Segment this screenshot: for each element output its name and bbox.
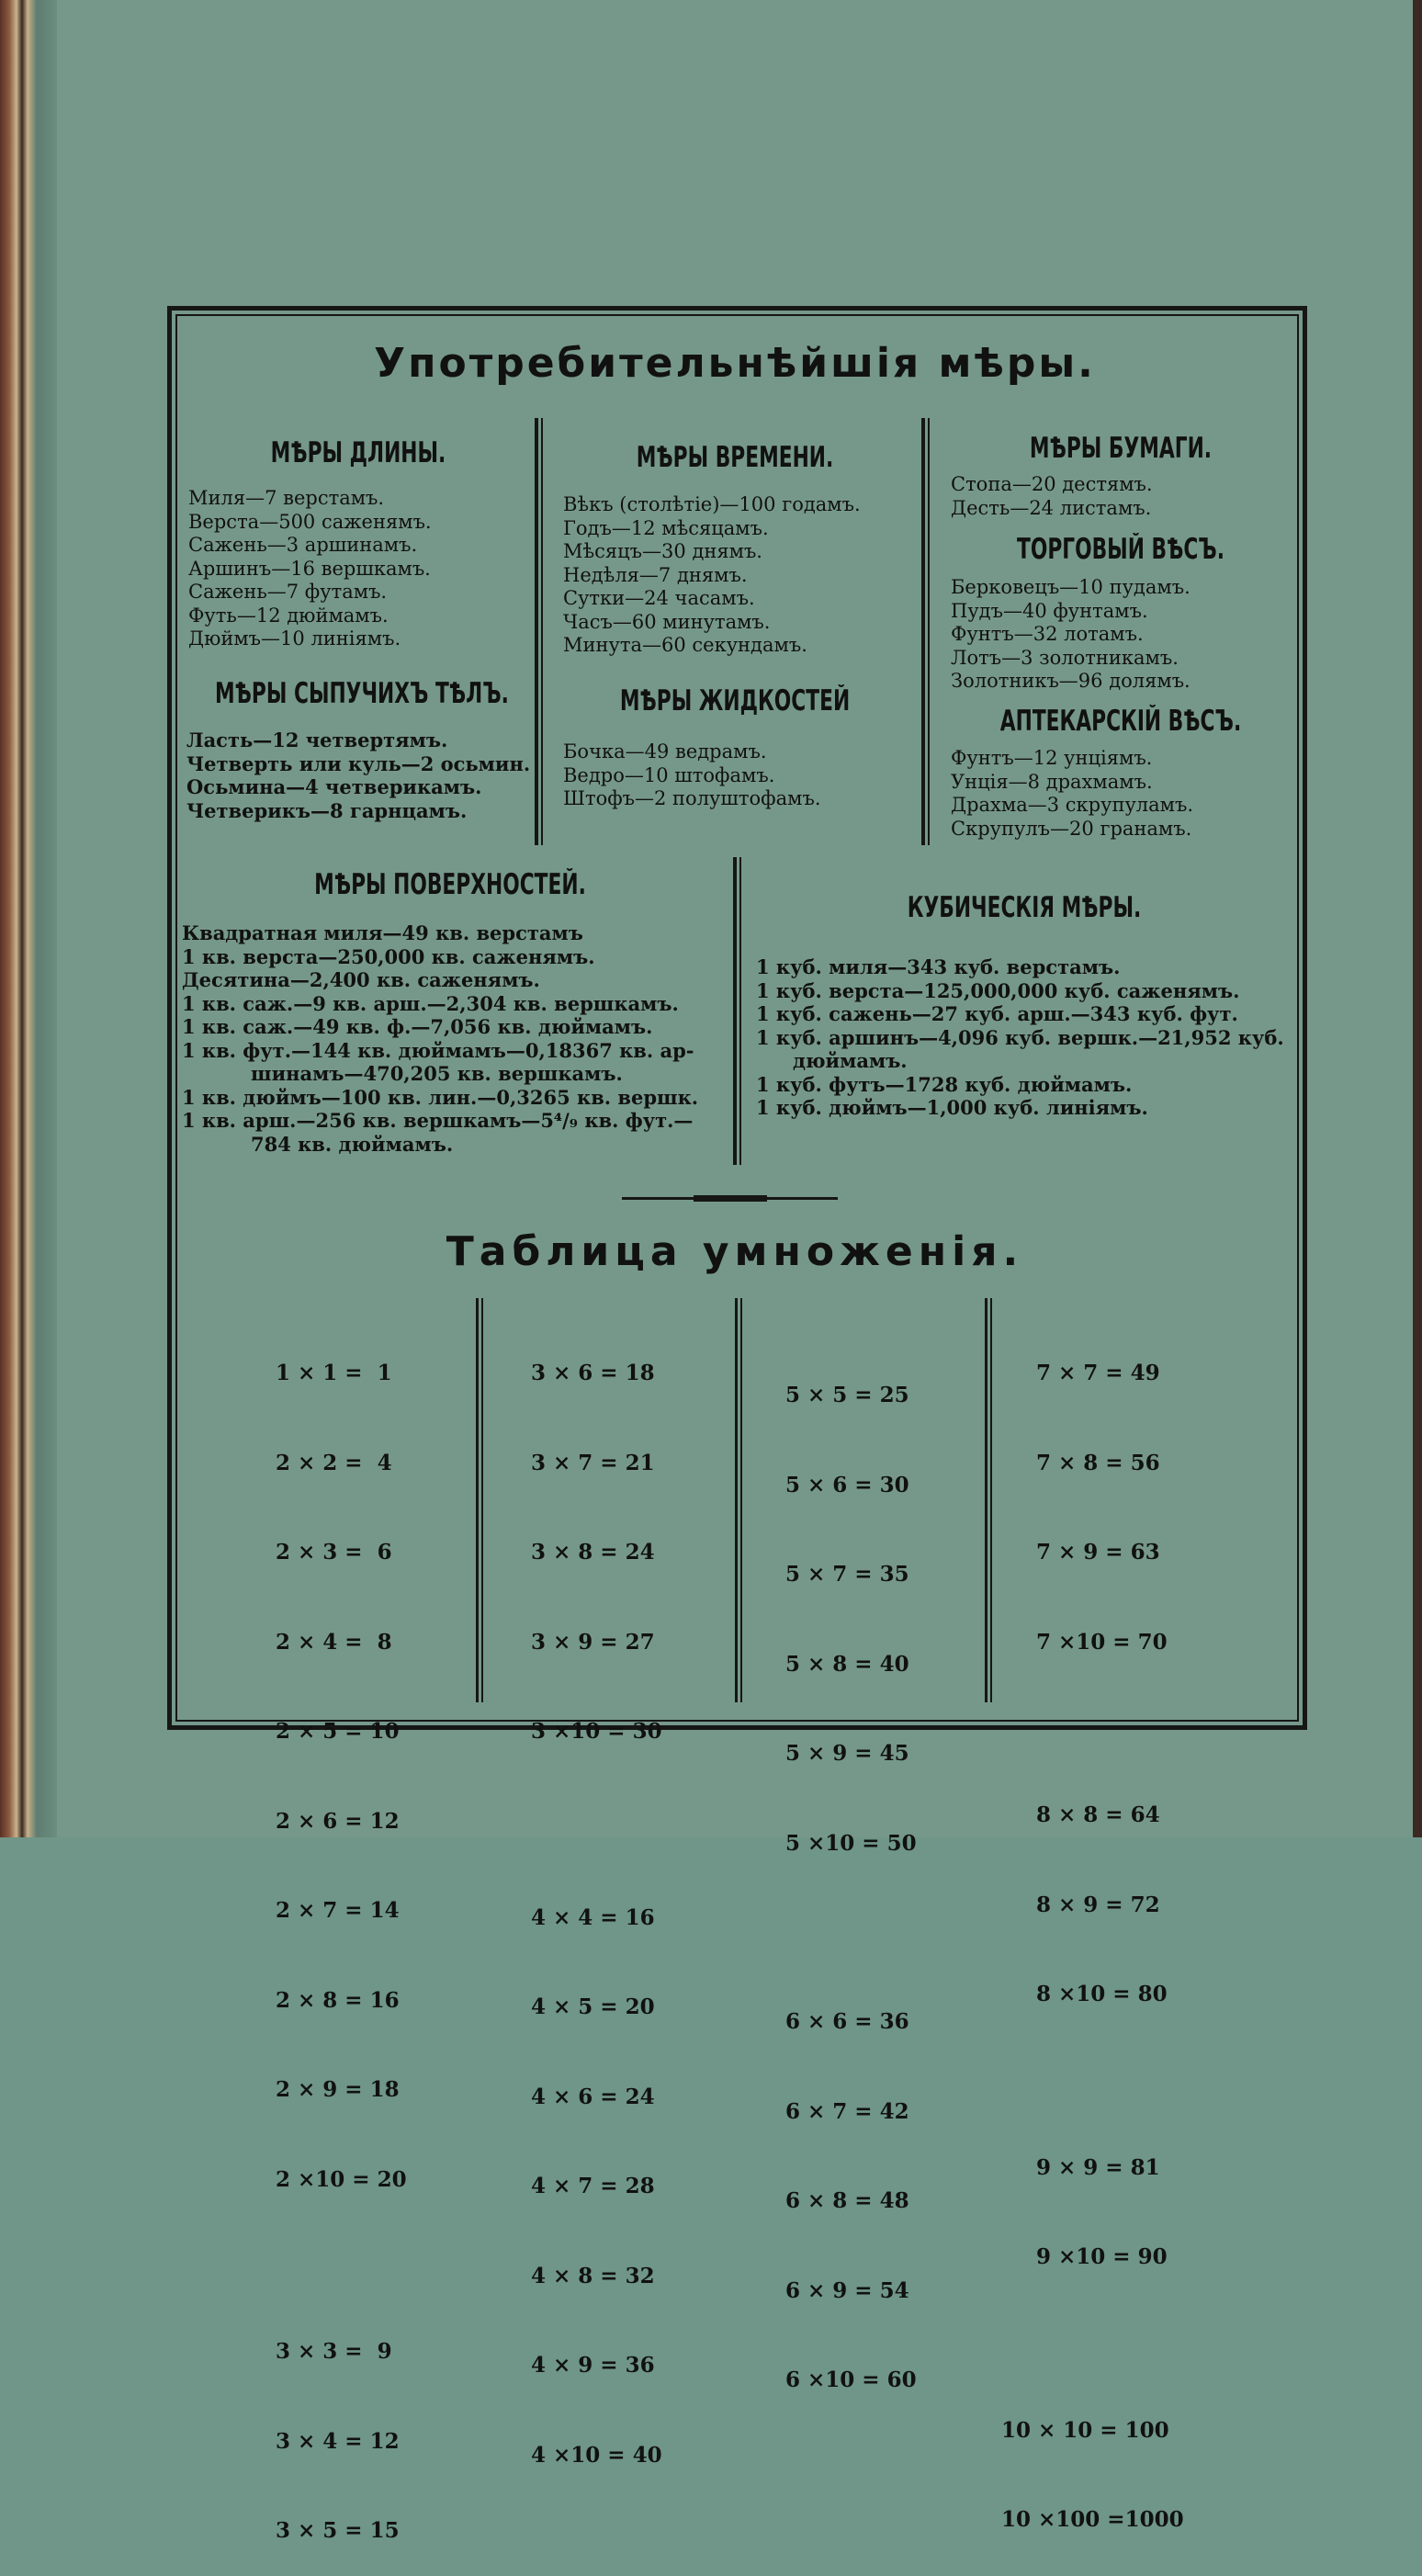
list-item: Штофъ—2 полуштофамъ. bbox=[563, 787, 821, 809]
mult-row: 6 × 6 = 36 bbox=[785, 2009, 909, 2034]
list-item: Сажень—7 футамъ. bbox=[188, 581, 388, 603]
mult-column-2 bbox=[531, 1299, 662, 2501]
mult-row: 4 ×10 = 40 bbox=[531, 2442, 662, 2468]
liquid-title: МѢРЫ ЖИДКОСТЕЙ bbox=[619, 684, 851, 717]
time-list bbox=[563, 493, 861, 658]
list-item: Миля—7 верстамъ. bbox=[188, 487, 385, 509]
mult-row: 3 × 8 = 24 bbox=[531, 1540, 655, 1565]
list-item: 1 куб. сажень—27 куб. арш.—343 куб. фут. bbox=[756, 1002, 1238, 1025]
list-item: Сутки—24 часамъ. bbox=[563, 587, 755, 609]
list-item: Унція—8 драхмамъ. bbox=[951, 770, 1153, 793]
column-divider bbox=[476, 1298, 479, 1702]
list-item: Стопа—20 дестямъ. bbox=[951, 473, 1153, 495]
surface-list bbox=[182, 921, 698, 1156]
list-item: Годъ—12 мѣсяцамъ. bbox=[563, 516, 769, 539]
column-divider bbox=[541, 418, 543, 845]
paper-list bbox=[951, 473, 1153, 520]
mult-row: 5 × 7 = 35 bbox=[785, 1562, 909, 1587]
column-divider bbox=[739, 857, 741, 1165]
liquid-list bbox=[563, 740, 821, 811]
mult-row: 1 × 1 = 1 bbox=[276, 1361, 392, 1385]
column-divider bbox=[990, 1298, 992, 1702]
mult-row: 2 × 5 = 10 bbox=[276, 1719, 400, 1744]
list-item: 1 кв. арш.—256 кв. вершкамъ—5⁴/₉ кв. фут.— bbox=[182, 1109, 694, 1132]
mult-row: 9 ×10 = 90 bbox=[1036, 2244, 1168, 2269]
column-divider bbox=[928, 418, 930, 845]
list-item: Мѣсяцъ—30 днямъ. bbox=[563, 540, 762, 562]
column-divider bbox=[733, 857, 737, 1165]
column-divider bbox=[481, 1298, 483, 1702]
mult-row: 6 × 9 = 54 bbox=[785, 2277, 909, 2303]
mult-row: 5 × 6 = 30 bbox=[785, 1472, 909, 1497]
mult-row: 3 × 3 = 9 bbox=[276, 2339, 392, 2364]
list-item: Минута—60 секундамъ. bbox=[563, 634, 807, 656]
mult-row: 2 × 3 = 6 bbox=[276, 1540, 392, 1565]
list-item: Золотникъ—96 долямъ. bbox=[951, 670, 1191, 692]
mult-row: 7 × 8 = 56 bbox=[1036, 1450, 1160, 1475]
apothecary-list bbox=[951, 747, 1193, 841]
list-item: Фунтъ—12 унціямъ. bbox=[951, 747, 1153, 769]
list-item: 1 кв. фут.—144 кв. дюймамъ—0,18367 кв. ар- bbox=[182, 1038, 694, 1062]
column-divider bbox=[535, 418, 538, 845]
paper-title: МѢРЫ БУМАГИ. bbox=[1029, 432, 1213, 465]
length-list bbox=[188, 487, 432, 651]
cubic-title: КУБИЧЕСКІЯ МѢРЫ. bbox=[907, 891, 1142, 924]
list-item: Верста—500 саженямъ. bbox=[188, 510, 432, 533]
mult-row: 3 × 7 = 21 bbox=[531, 1450, 655, 1475]
list-item: Часъ—60 минутамъ. bbox=[563, 610, 771, 633]
mult-row: 2 × 6 = 12 bbox=[276, 1808, 400, 1834]
column-divider bbox=[735, 1298, 738, 1702]
list-item: 1 куб. миля—343 куб. верстамъ. bbox=[756, 955, 1121, 978]
list-item: Берковецъ—10 пудамъ. bbox=[951, 576, 1191, 598]
list-item: Аршинъ—16 вершкамъ. bbox=[188, 557, 431, 580]
column-divider bbox=[740, 1298, 742, 1702]
mult-row: 2 ×10 = 20 bbox=[276, 2166, 407, 2192]
mult-row: 10 ×100 =1000 bbox=[1001, 2507, 1184, 2532]
dry-title: МѢРЫ СЫПУЧИХЪ ТѢЛЪ. bbox=[215, 677, 509, 710]
list-item: Вѣкъ (столѣтіе)—100 годамъ. bbox=[563, 493, 861, 515]
mult-row: 3 × 5 = 15 bbox=[276, 2518, 400, 2543]
list-item: Десть—24 листамъ. bbox=[951, 496, 1152, 519]
time-title: МѢРЫ ВРЕМЕНИ. bbox=[636, 441, 834, 474]
mult-row: 6 × 8 = 48 bbox=[785, 2188, 909, 2213]
list-item: Дюймъ—10 линіямъ. bbox=[188, 627, 401, 650]
mult-gap bbox=[1036, 2070, 1184, 2094]
mult-gap bbox=[276, 2254, 407, 2277]
mult-row: 4 × 7 = 28 bbox=[531, 2174, 655, 2198]
cubic-list bbox=[756, 955, 1284, 1120]
list-item: Лотъ—3 золотникамъ. bbox=[951, 646, 1179, 669]
list-item: Квадратная миля—49 кв. верстамъ bbox=[182, 921, 583, 944]
mult-row: 5 ×10 = 50 bbox=[785, 1830, 917, 1856]
mult-gap bbox=[1036, 2333, 1184, 2356]
list-item: 1 куб. дюймъ—1,000 куб. линіямъ. bbox=[756, 1096, 1148, 1119]
mult-row: 2 × 2 = 4 bbox=[276, 1450, 392, 1475]
mult-column-4 bbox=[1001, 1299, 1184, 2565]
mult-row: 6 × 7 = 42 bbox=[785, 2098, 909, 2124]
surface-title: МѢРЫ ПОВЕРХНОСТЕЙ. bbox=[314, 868, 586, 901]
list-item: Четверть или куль—2 осьмин. bbox=[186, 751, 531, 775]
list-item: шинамъ—470,205 кв. вершкамъ. bbox=[251, 1062, 623, 1085]
mult-row: 8 × 8 = 64 bbox=[1036, 1802, 1160, 1827]
mult-row: 4 × 9 = 36 bbox=[531, 2353, 655, 2378]
mult-row: 4 × 8 = 32 bbox=[531, 2263, 655, 2288]
list-item: 1 куб. верста—125,000,000 куб. саженямъ. bbox=[756, 978, 1240, 1002]
mult-row: 4 × 5 = 20 bbox=[531, 1994, 655, 2019]
book-spine bbox=[0, 0, 57, 1837]
mult-row: 8 × 9 = 72 bbox=[1036, 1892, 1160, 1917]
mult-row: 3 × 6 = 18 bbox=[531, 1361, 655, 1385]
mult-row: 3 × 4 = 12 bbox=[276, 2428, 400, 2454]
mult-row: 7 ×10 = 70 bbox=[1036, 1629, 1168, 1655]
dry-list bbox=[186, 729, 530, 822]
main-title: Употребительнѣйшія мѣры. bbox=[374, 340, 1096, 387]
mult-row: 5 × 8 = 40 bbox=[785, 1651, 909, 1677]
mult-row: 2 × 4 = 8 bbox=[276, 1629, 392, 1655]
mult-row: 4 × 4 = 16 bbox=[531, 1904, 655, 1930]
list-item: 1 кв. саж.—49 кв. ф.—7,056 кв. дюймамъ. bbox=[182, 1015, 653, 1038]
column-divider bbox=[985, 1298, 988, 1702]
list-item: 1 куб. футъ—1728 куб. дюймамъ. bbox=[756, 1072, 1133, 1096]
list-item: Четверикъ—8 гарнцамъ. bbox=[186, 798, 468, 822]
mult-row: 4 × 6 = 24 bbox=[531, 2084, 655, 2109]
mult-row: 10 × 10 = 100 bbox=[1001, 2417, 1169, 2443]
mult-row: 2 × 8 = 16 bbox=[276, 1987, 400, 2013]
mult-row: 9 × 9 = 81 bbox=[1036, 2154, 1160, 2180]
mult-row: 2 × 9 = 18 bbox=[276, 2077, 400, 2102]
mult-row: 3 × 9 = 27 bbox=[531, 1629, 655, 1655]
list-item: 1 кв. саж.—9 кв. арш.—2,304 кв. вершкамъ. bbox=[182, 991, 679, 1015]
list-item: Недѣля—7 днямъ. bbox=[563, 563, 748, 586]
multiplication-title: Таблица умноженія. bbox=[446, 1228, 1024, 1275]
trade-list bbox=[951, 576, 1191, 694]
page-edge bbox=[1413, 0, 1422, 1837]
list-item: 1 кв. верста—250,000 кв. саженямъ. bbox=[182, 944, 595, 968]
length-title: МѢРЫ ДЛИНЫ. bbox=[270, 436, 446, 469]
list-item: Ведро—10 штофамъ. bbox=[563, 763, 775, 786]
mult-gap bbox=[785, 1918, 917, 1948]
list-item: Бочка—49 ведрамъ. bbox=[563, 740, 767, 763]
mult-column-1 bbox=[276, 1299, 407, 2576]
trade-title: ТОРГОВЫЙ ВѢСЪ. bbox=[1016, 533, 1225, 566]
list-item: Сажень—3 аршинамъ. bbox=[188, 534, 418, 556]
mult-column-3 bbox=[785, 1321, 917, 2425]
mult-gap bbox=[1036, 1717, 1184, 1741]
list-item: Футь—12 дюймамъ. bbox=[188, 604, 389, 627]
mult-gap bbox=[531, 1807, 662, 1844]
list-item: Фунтъ—32 лотамъ. bbox=[951, 623, 1144, 645]
mult-row: 5 × 9 = 45 bbox=[785, 1741, 909, 1766]
column-divider bbox=[921, 418, 925, 845]
mult-row: 8 ×10 = 80 bbox=[1036, 1982, 1168, 2006]
mult-row: 2 × 7 = 14 bbox=[276, 1898, 400, 1923]
ornament-divider-center bbox=[694, 1195, 767, 1202]
mult-row: 6 ×10 = 60 bbox=[785, 2367, 917, 2392]
mult-row: 7 × 7 = 49 bbox=[1036, 1361, 1160, 1385]
mult-row: 5 × 5 = 25 bbox=[785, 1383, 909, 1407]
list-item: 784 кв. дюймамъ. bbox=[251, 1132, 454, 1156]
list-item: Ласть—12 четвертямъ. bbox=[186, 729, 448, 751]
list-item: Драхма—3 скрупуламъ. bbox=[951, 794, 1194, 816]
list-item: Осьмина—4 четверикамъ. bbox=[186, 775, 482, 798]
list-item: Пудъ—40 фунтамъ. bbox=[951, 599, 1148, 622]
mult-row: 3 ×10 = 30 bbox=[531, 1719, 662, 1744]
list-item: 1 кв. дюймъ—100 кв. лин.—0,3265 кв. вершк. bbox=[182, 1085, 699, 1109]
apothecary-title: АПТЕКАРСКІЙ ВѢСЪ. bbox=[999, 705, 1242, 738]
list-item: дюймамъ. bbox=[793, 1049, 908, 1072]
list-item: Скрупулъ—20 гранамъ. bbox=[951, 817, 1192, 840]
mult-row: 7 × 9 = 63 bbox=[1036, 1540, 1160, 1565]
list-item: Десятина—2,400 кв. саженямъ. bbox=[182, 968, 540, 991]
list-item: 1 куб. аршинъ—4,096 куб. вершк.—21,952 куб. bbox=[756, 1025, 1284, 1049]
